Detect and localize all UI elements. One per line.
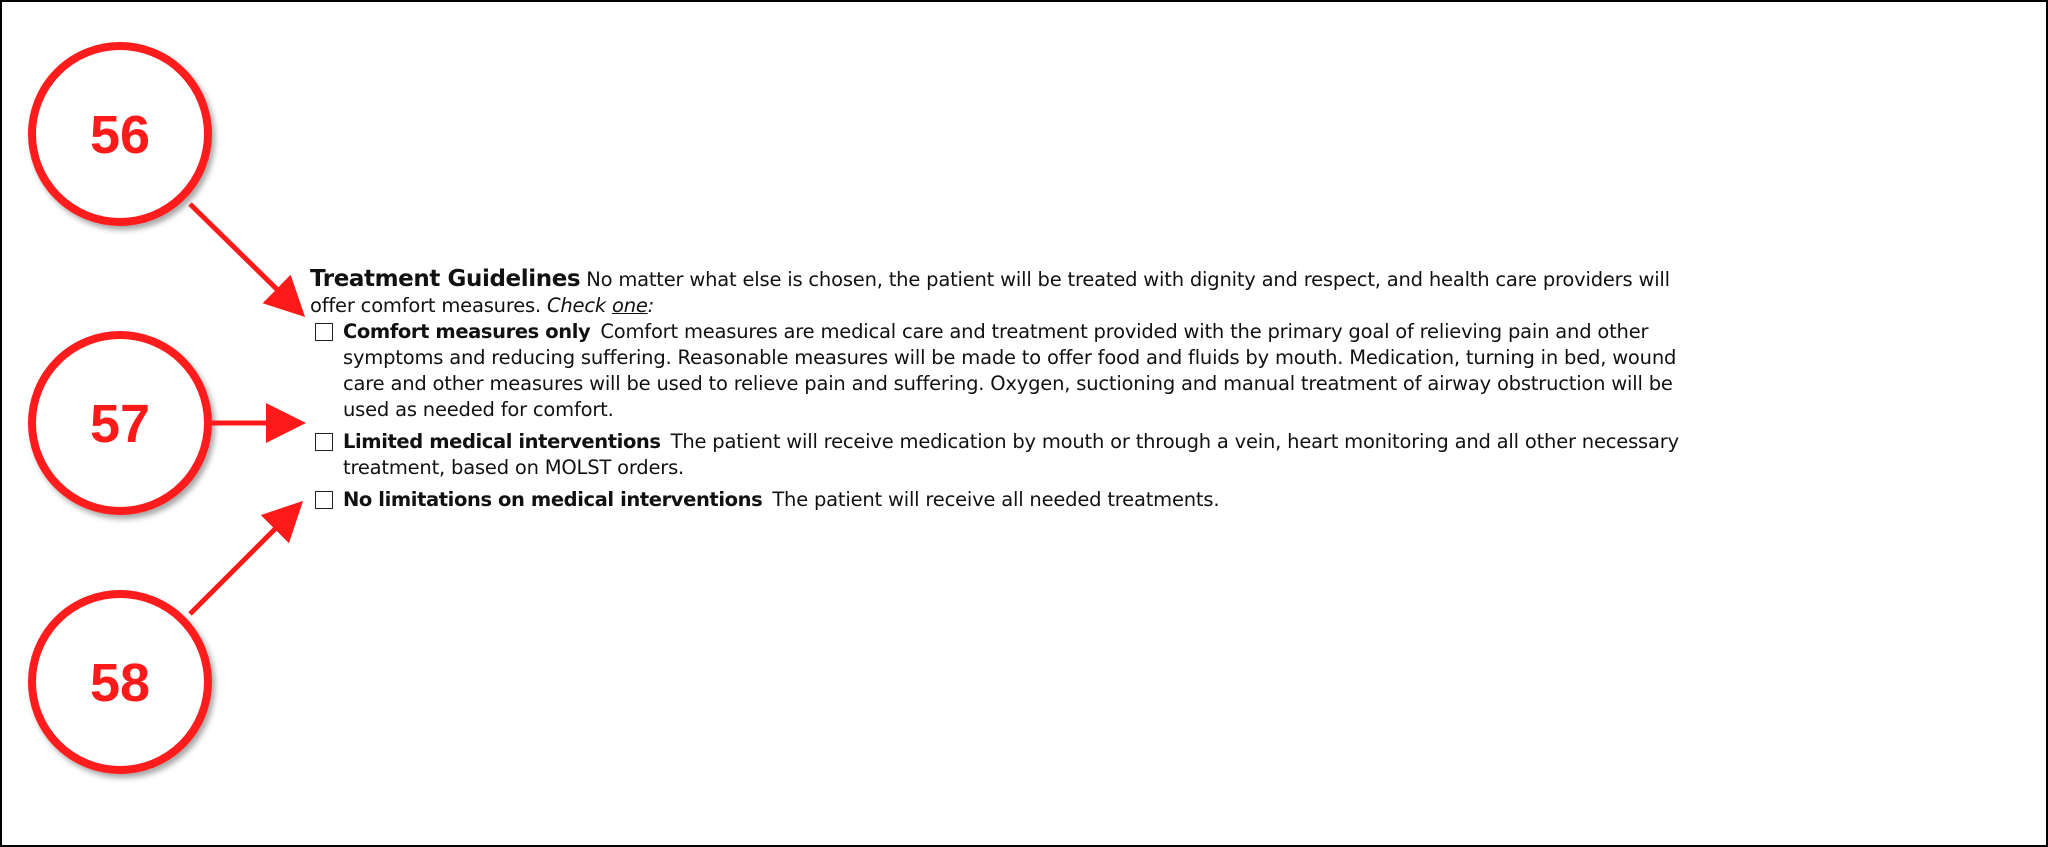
option-title: Limited medical interventions — [343, 430, 661, 453]
annotation-arrow-58 — [190, 508, 296, 614]
section-title: Treatment Guidelines — [310, 266, 581, 292]
annotation-label-57: 57 — [89, 394, 151, 454]
option-description: The patient will receive all needed treatments. — [772, 488, 1220, 511]
treatment-guidelines-section — [310, 266, 1720, 513]
option-description: The patient will receive medication by mouth or through a vein, heart monitoring and all other necessary treatment, based on MOLST orders. — [343, 430, 1679, 479]
check-suffix: : — [647, 294, 655, 317]
annotation-label-56: 56 — [89, 105, 151, 165]
annotation-label-58: 58 — [89, 653, 151, 713]
option-title: Comfort measures only — [343, 320, 591, 343]
section-intro-text: No matter what else is chosen, the patient will be treated with dignity and respect, and health care providers will offer comfort measures. — [310, 268, 1670, 317]
annotation-marker-57 — [32, 335, 208, 511]
checkbox-no-limitations[interactable] — [315, 491, 333, 509]
section-intro — [310, 266, 1720, 319]
option-limited-medical-interventions — [310, 429, 1720, 481]
annotation-marker-58 — [32, 594, 208, 770]
option-comfort-measures-only — [310, 319, 1720, 423]
check-word: one — [611, 294, 648, 317]
option-no-limitations — [310, 487, 1720, 513]
check-prefix: Check — [546, 294, 606, 317]
annotation-marker-56 — [32, 46, 208, 222]
option-description: Comfort measures are medical care and treatment provided with the primary goal of relieving pain and other symptoms and reducing suffering. Reasonable measures will be made to offer food and fluids by mouth. Medication, turning in bed, wound care and other measures will be used to relieve pain and suffering. Oxygen, suctioning and manual treatment of airway obstruction will be used as needed for comfort. — [343, 320, 1677, 421]
check-instruction — [547, 294, 654, 317]
checkbox-comfort-measures-only[interactable] — [315, 323, 333, 341]
checkbox-limited-medical-interventions[interactable] — [315, 433, 333, 451]
annotation-arrow-56 — [190, 204, 298, 310]
option-title: No limitations on medical interventions — [343, 488, 763, 511]
